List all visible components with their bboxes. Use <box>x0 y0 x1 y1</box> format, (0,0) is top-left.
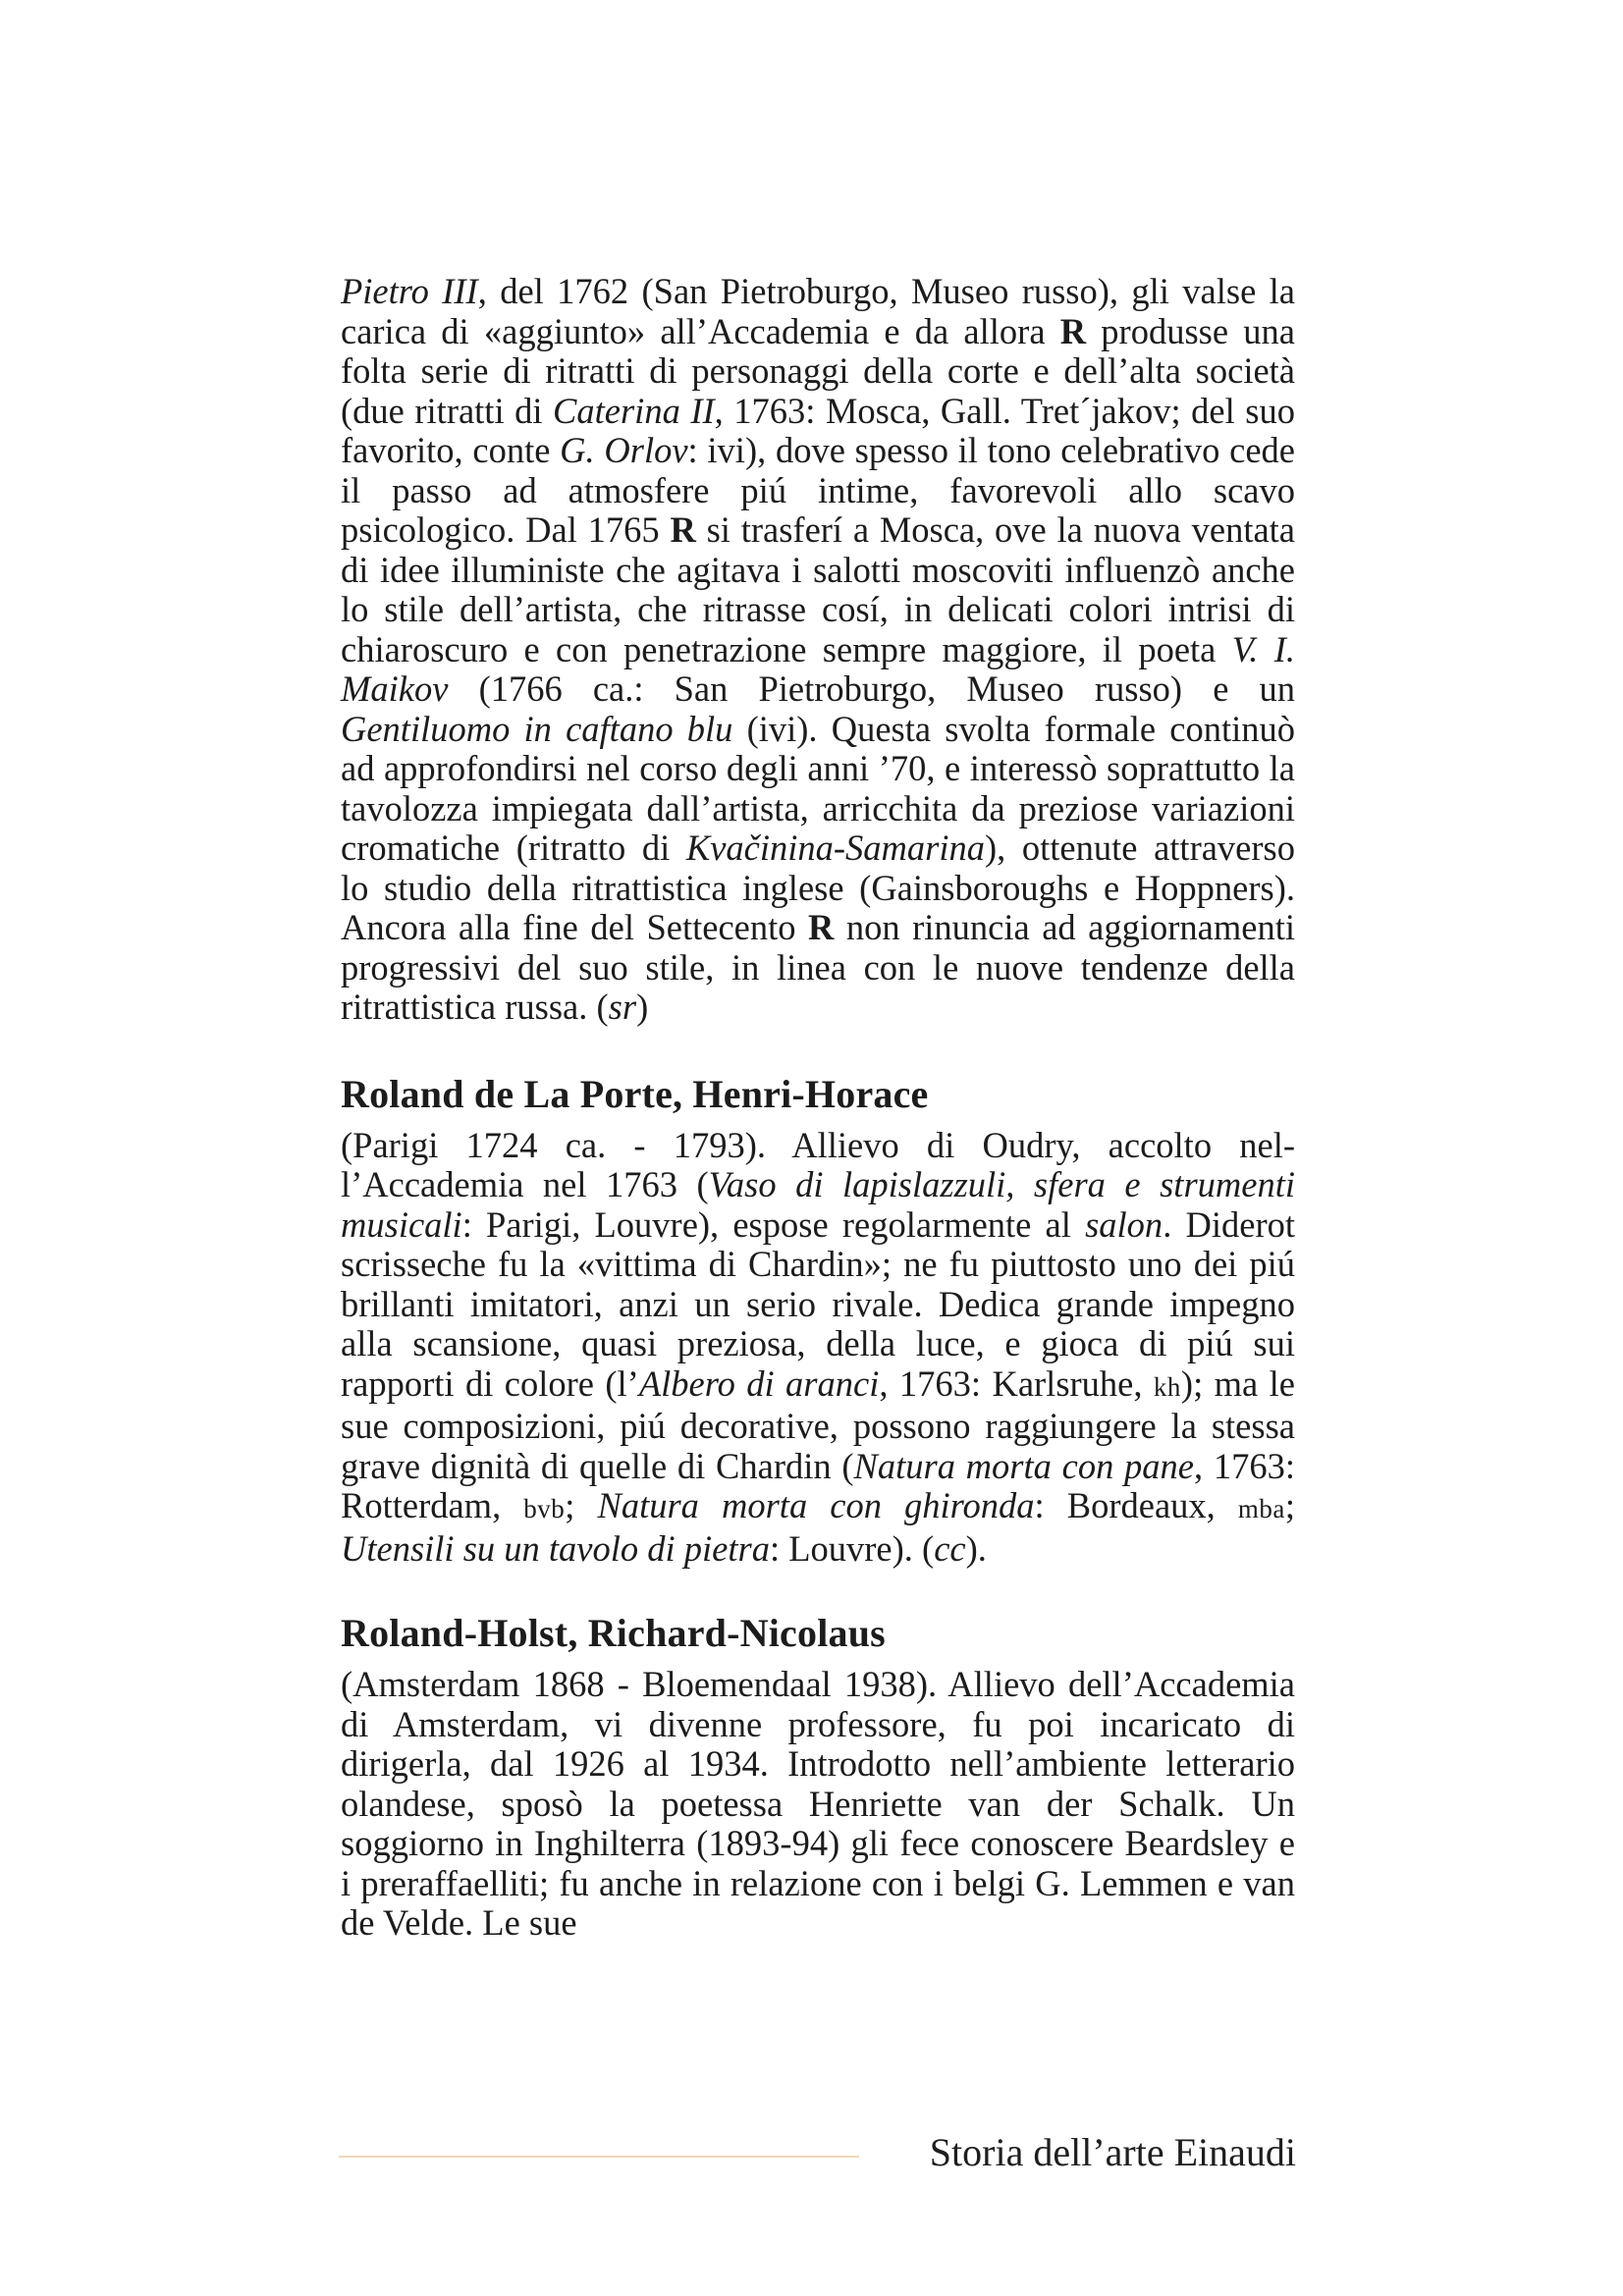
italic-span: V. I. Maikov <box>341 628 1295 709</box>
text-span: : Parigi, Louvre), espose regolarmente al <box>461 1203 1086 1245</box>
italic-span: Vaso di lapislazzuli, sfera e strumenti musicali <box>341 1164 1295 1245</box>
entry-roland-de-la-porte <box>341 1073 1295 1570</box>
italic-span: sr <box>608 987 637 1027</box>
entry-roland-holst <box>341 1612 1295 1944</box>
page-body <box>341 272 1295 1944</box>
italic-span: Natura morta con pane <box>853 1445 1194 1486</box>
text-span: (1766 ca.: San Pietroburgo, Museo russo) e un <box>448 668 1295 709</box>
italic-span: Caterina II <box>553 390 715 431</box>
page-footer <box>339 2130 1296 2179</box>
entry-body <box>341 1665 1295 1944</box>
continuation-paragraph <box>341 272 1295 1028</box>
text-span: : ivi), dove spesso il tono celebrativo cede il passo ad atmosfere piú intime, favorevoli allo scavo psicologico. Dal 1765 <box>341 430 1296 550</box>
small-caps-span: bvb <box>523 1494 566 1523</box>
italic-span: Pietro III <box>341 271 478 311</box>
text-span: , del 1762 (San Pietroburgo, Museo russo), gli valse la carica di «aggiunto» all’Accademia e da allora <box>341 271 1296 351</box>
footer-rule <box>339 2156 859 2158</box>
italic-span: Natura morta con ghironda <box>597 1485 1035 1525</box>
bold-span: R <box>808 907 835 947</box>
text-span: . Diderot scrisseche fu la «vittima di Chardin»; ne fu piuttosto uno dei piú brillanti imitatori, anzi un serio rivale. Dedica grande impegno alla scansione, quasi preziosa, della luce, e gioca di piú sui rapporti di colore (l’ <box>341 1203 1295 1404</box>
text-span: (Amsterdam 1868 - Bloemendaal 1938). Allievo dell’Accademia di Amsterdam, vi divenne professore, fu poi incaricato di dirigerla, dal 1926 al 1934. Introdotto nell’ambiente letterario olandese, sposò la poetessa Henriette van der Schalk. Un soggiorno in Inghilterra (1893-94) gli fece conoscere Beardsley e i preraffaelliti; fu anche in relazione con i belgi G. Lemmen e van de Velde. Le sue <box>341 1664 1295 1943</box>
text-span: : Bordeaux, <box>1034 1485 1238 1525</box>
text-span: , 1763: Karlsruhe, <box>879 1362 1154 1404</box>
italic-span: Albero di aranci <box>638 1362 880 1404</box>
footer-title: Storia dell’arte Einaudi <box>929 2130 1296 2174</box>
italic-span: Utensili su un tavolo di pietra <box>341 1527 770 1569</box>
entry-heading: Roland-Holst, Richard-Nicolaus <box>341 1611 886 1655</box>
text-span: ); ma le sue composizioni, piú decorative, possono raggiungere la stessa grave dignità di quelle di Chardin ( <box>341 1362 1295 1486</box>
italic-span: salon <box>1085 1203 1163 1245</box>
text-span: (Parigi 1724 ca. - 1793). Allievo di Oudry, accolto nell’Accademia nel 1763 ( <box>341 1124 1295 1204</box>
text-span: ), ottenute attraverso lo studio della ritrattistica inglese (Gainsboroughs e Hoppners). Ancora alla fine del Settecento <box>341 828 1295 947</box>
entry-heading: Roland de La Porte, Henri-Horace <box>341 1071 929 1116</box>
text-span: (ivi). Questa svolta formale continuò ad approfondirsi nel corso degli anni ’70, e interessò soprattutto la tavolozza impiegata dall’artista, arricchita da preziose variazioni cromatiche (ritratto di <box>341 708 1296 868</box>
small-caps-span: kh <box>1153 1371 1181 1402</box>
italic-span: Gentiluomo in caftano blu <box>341 708 733 749</box>
text-span: non rinuncia ad aggiornamenti progressivi del suo stile, in linea con le nuove tendenze della ritrattistica russa. ( <box>341 907 1295 1027</box>
small-caps-span: mba <box>1237 1494 1285 1523</box>
text-span: , 1763: Rotterdam, <box>341 1445 1295 1525</box>
italic-span: G. Orlov <box>560 430 688 470</box>
text-span: ). <box>965 1527 987 1569</box>
text-span: produsse una folta serie di ritratti di personaggi della corte e dell’alta società (due ritratti di <box>341 310 1295 431</box>
bold-span: R <box>1059 310 1087 351</box>
text-span: ) <box>636 987 649 1027</box>
entry-body <box>341 1126 1295 1570</box>
text-span: : Louvre). ( <box>769 1527 935 1569</box>
text-span: ; <box>565 1485 598 1525</box>
italic-span: cc <box>934 1527 966 1569</box>
italic-span: Kvačinina-Samarina <box>685 828 985 868</box>
bold-span: R <box>670 509 696 550</box>
text-span: ; <box>1284 1485 1295 1525</box>
text-span: , 1763: Mosca, Gall. Tret´jakov; del suo favorito, conte <box>341 390 1295 470</box>
text-span: si trasferí a Mosca, ove la nuova ventata di idee illuministe che agitava i salotti moscoviti influenzò anche lo stile dell’artista, che ritrasse cosí, in delicati colori intrisi di chiaroscuro e con penetrazione sempre maggiore, il poeta <box>341 509 1295 669</box>
